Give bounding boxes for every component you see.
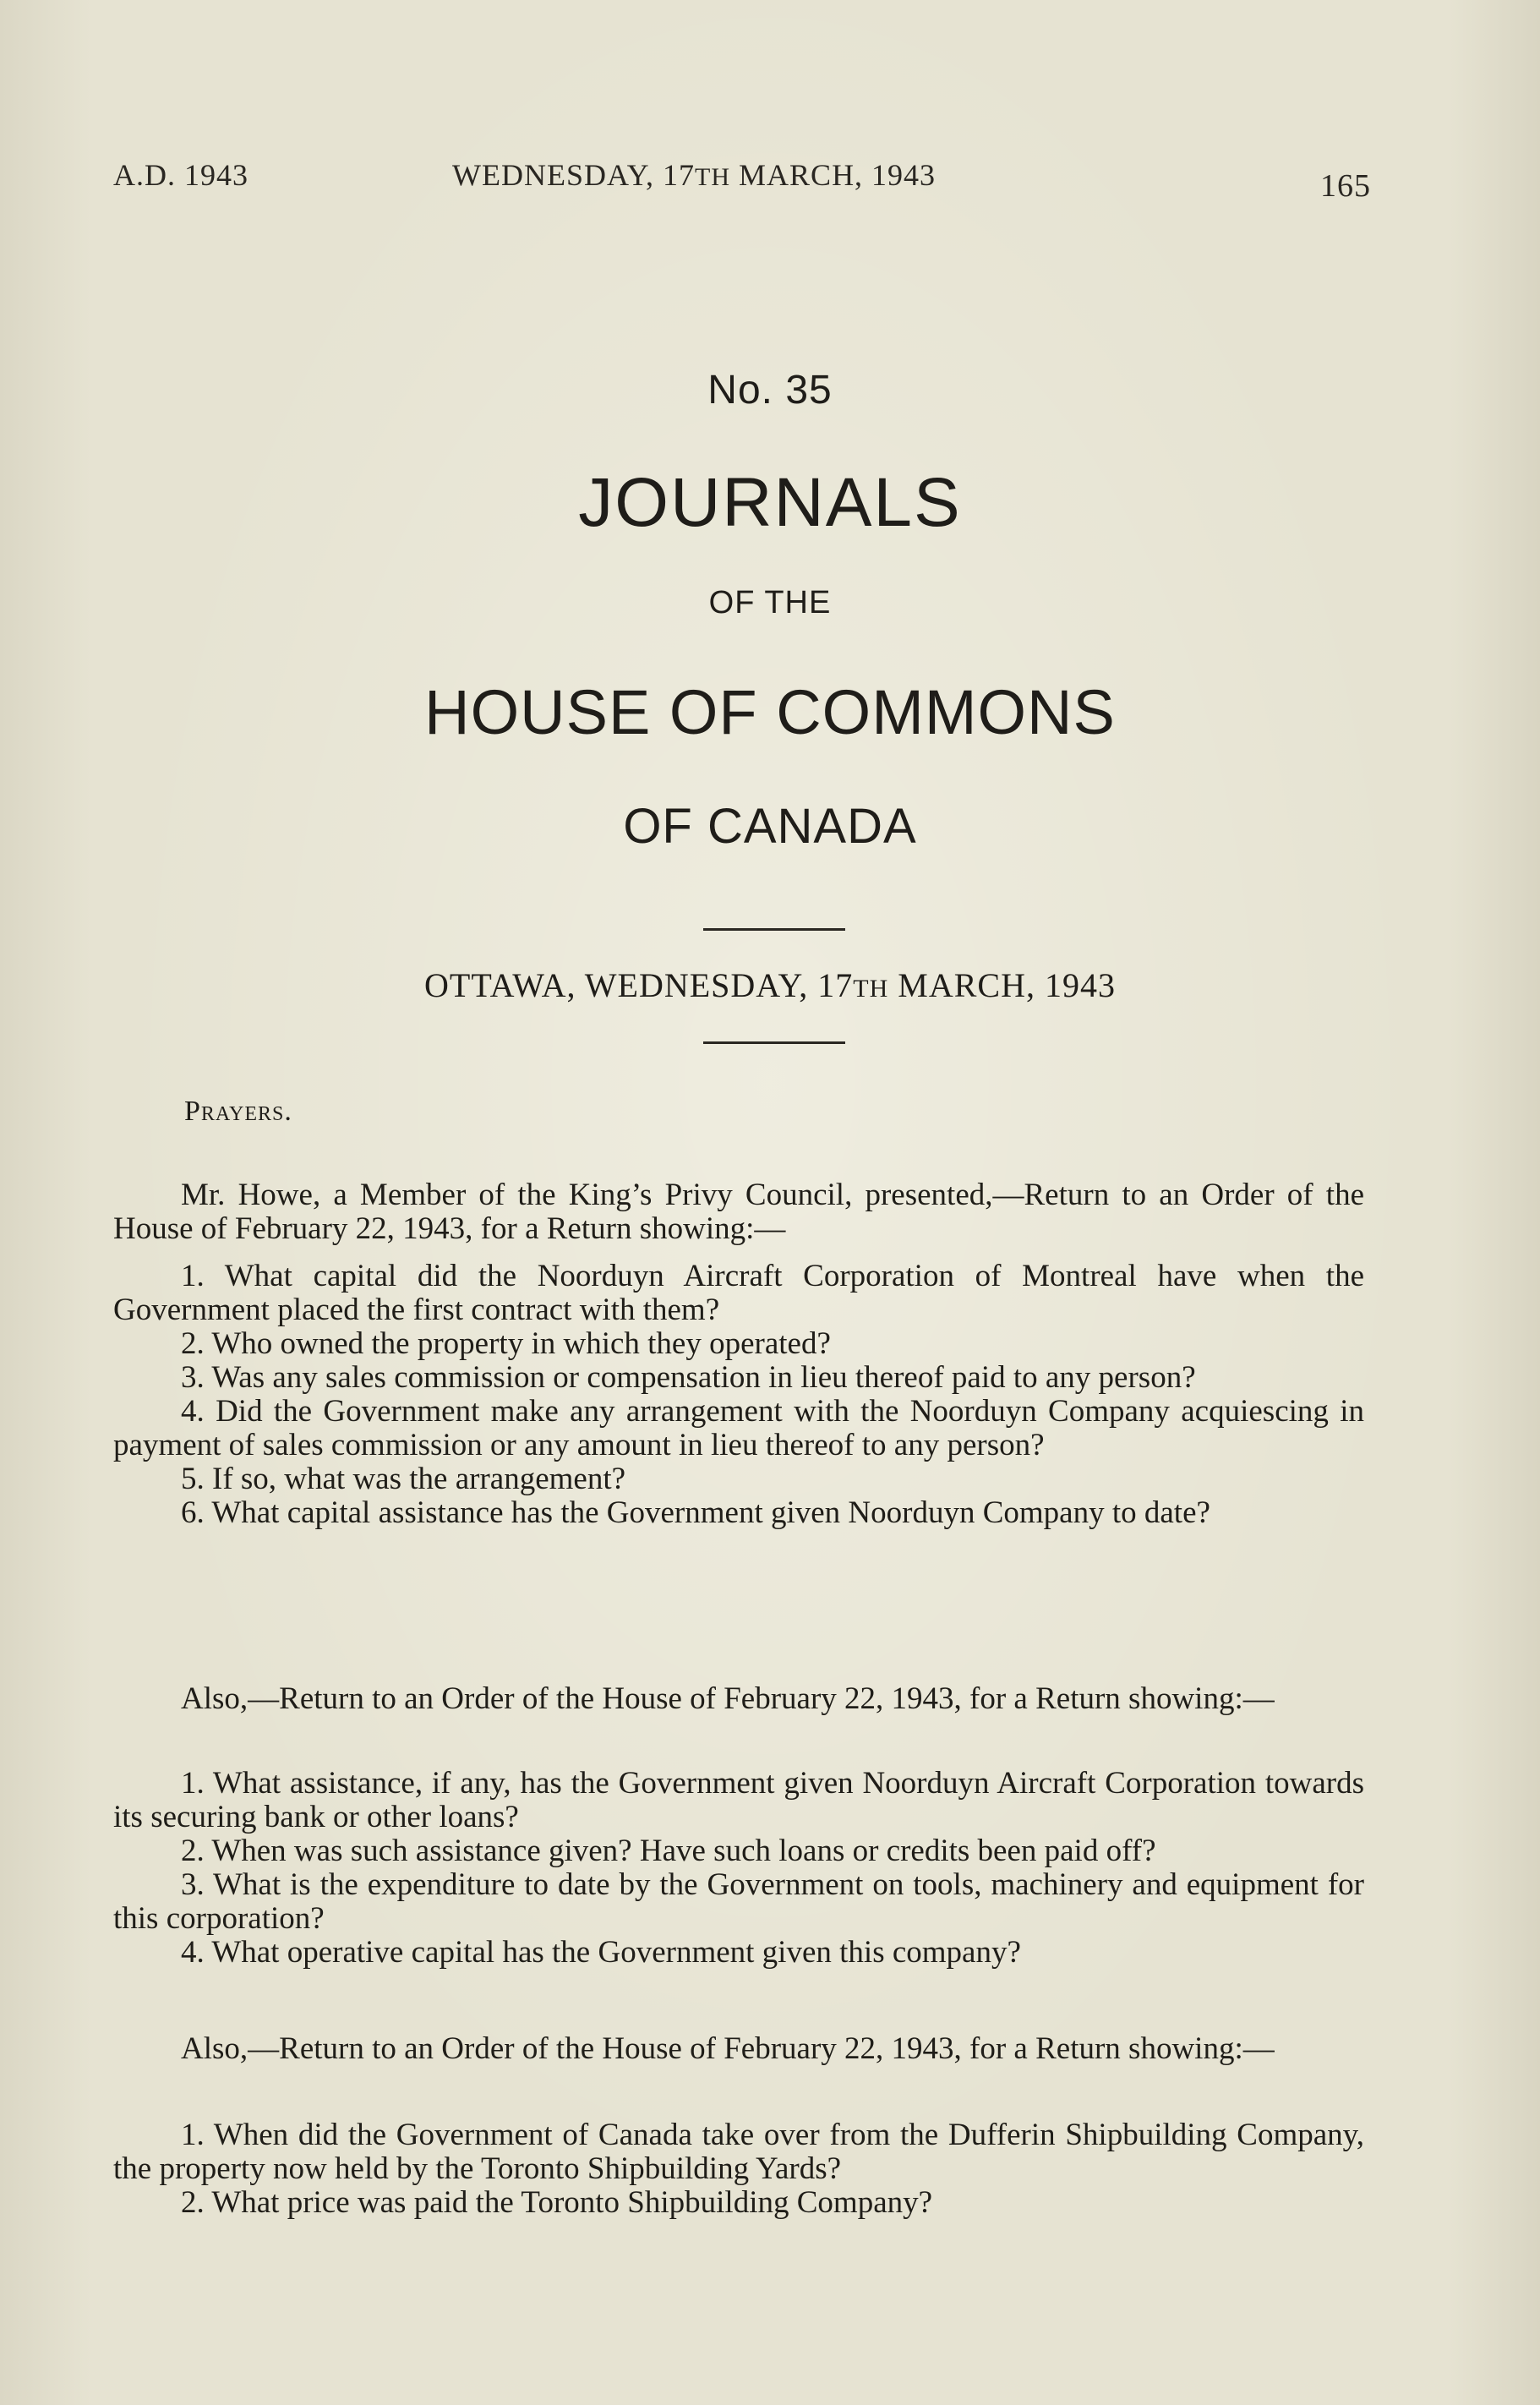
also-paragraph-2: Also,—Return to an Order of the House of February 22, 1943, for a Return showing:—: [181, 2031, 1275, 2066]
list-item: 2. Who owned the property in which they operated?: [181, 1326, 831, 1361]
question-list-1: [113, 1260, 1364, 1530]
journals-title: JOURNALS: [578, 464, 962, 541]
list-item: 1. What capital did the Noorduyn Aircraft Corporation of Montreal have when the Government placed the first contract with them?: [113, 1259, 1364, 1327]
header-date-part: MARCH, 1943: [730, 158, 937, 192]
divider-rule: [703, 1041, 845, 1044]
header-year: A.D. 1943: [113, 158, 248, 192]
list-item: 1. When did the Government of Canada take over from the Dufferin Shipbuilding Company, the property now held by the Toronto Shipbuilding Yards?: [113, 2118, 1364, 2186]
header-date-part: WEDNESDAY, 17: [452, 158, 696, 192]
list-item: 3. Was any sales commission or compensation in lieu thereof paid to any person?: [181, 1360, 1196, 1395]
intro-paragraph: Mr. Howe, a Member of the King’s Privy Council, presented,—Return to an Order of the House of February 22, 1943, for a Return showing:—: [113, 1178, 1364, 1246]
issue-number: No. 35: [707, 368, 833, 413]
question-list-2: [113, 1767, 1364, 1970]
prayers-heading: Prayers.: [184, 1096, 292, 1127]
date-line-part: OTTAWA, WEDNESDAY, 17: [424, 966, 854, 1004]
list-item: 2. What price was paid the Toronto Shipbuilding Company?: [181, 2185, 933, 2220]
question-list-3: [113, 2118, 1364, 2220]
list-item: 2. When was such assistance given? Have such loans or credits been paid off?: [181, 1834, 1156, 1868]
page-number: 165: [1320, 168, 1371, 204]
sitting-date-line: [0, 965, 1540, 1005]
date-line-part: MARCH, 1943: [888, 966, 1116, 1004]
list-item: 4. What operative capital has the Government given this company?: [181, 1935, 1021, 1970]
also-paragraph-1: Also,—Return to an Order of the House of February 22, 1943, for a Return showing:—: [181, 1681, 1275, 1716]
house-of-commons-title: HOUSE OF COMMONS: [424, 677, 1116, 747]
header-date-suffix: TH: [695, 163, 731, 191]
divider-rule: [703, 928, 845, 931]
list-item: 6. What capital assistance has the Government given Noorduyn Company to date?: [181, 1495, 1210, 1530]
list-item: 4. Did the Government make any arrangement with the Noorduyn Company acquiescing in payment of sales commission or any amount in lieu thereof to any person?: [113, 1394, 1364, 1462]
list-item: 5. If so, what was the arrangement?: [181, 1462, 626, 1496]
of-canada-label: OF CANADA: [623, 799, 917, 854]
list-item: 3. What is the expenditure to date by the Government on tools, machinery and equipment for this corporation?: [113, 1867, 1364, 1936]
date-line-suffix: TH: [853, 975, 889, 1003]
list-item: 1. What assistance, if any, has the Government given Noorduyn Aircraft Corporation towards its securing bank or other loans?: [113, 1766, 1364, 1834]
of-the-label: OF THE: [708, 585, 832, 620]
header-date: [452, 157, 936, 193]
